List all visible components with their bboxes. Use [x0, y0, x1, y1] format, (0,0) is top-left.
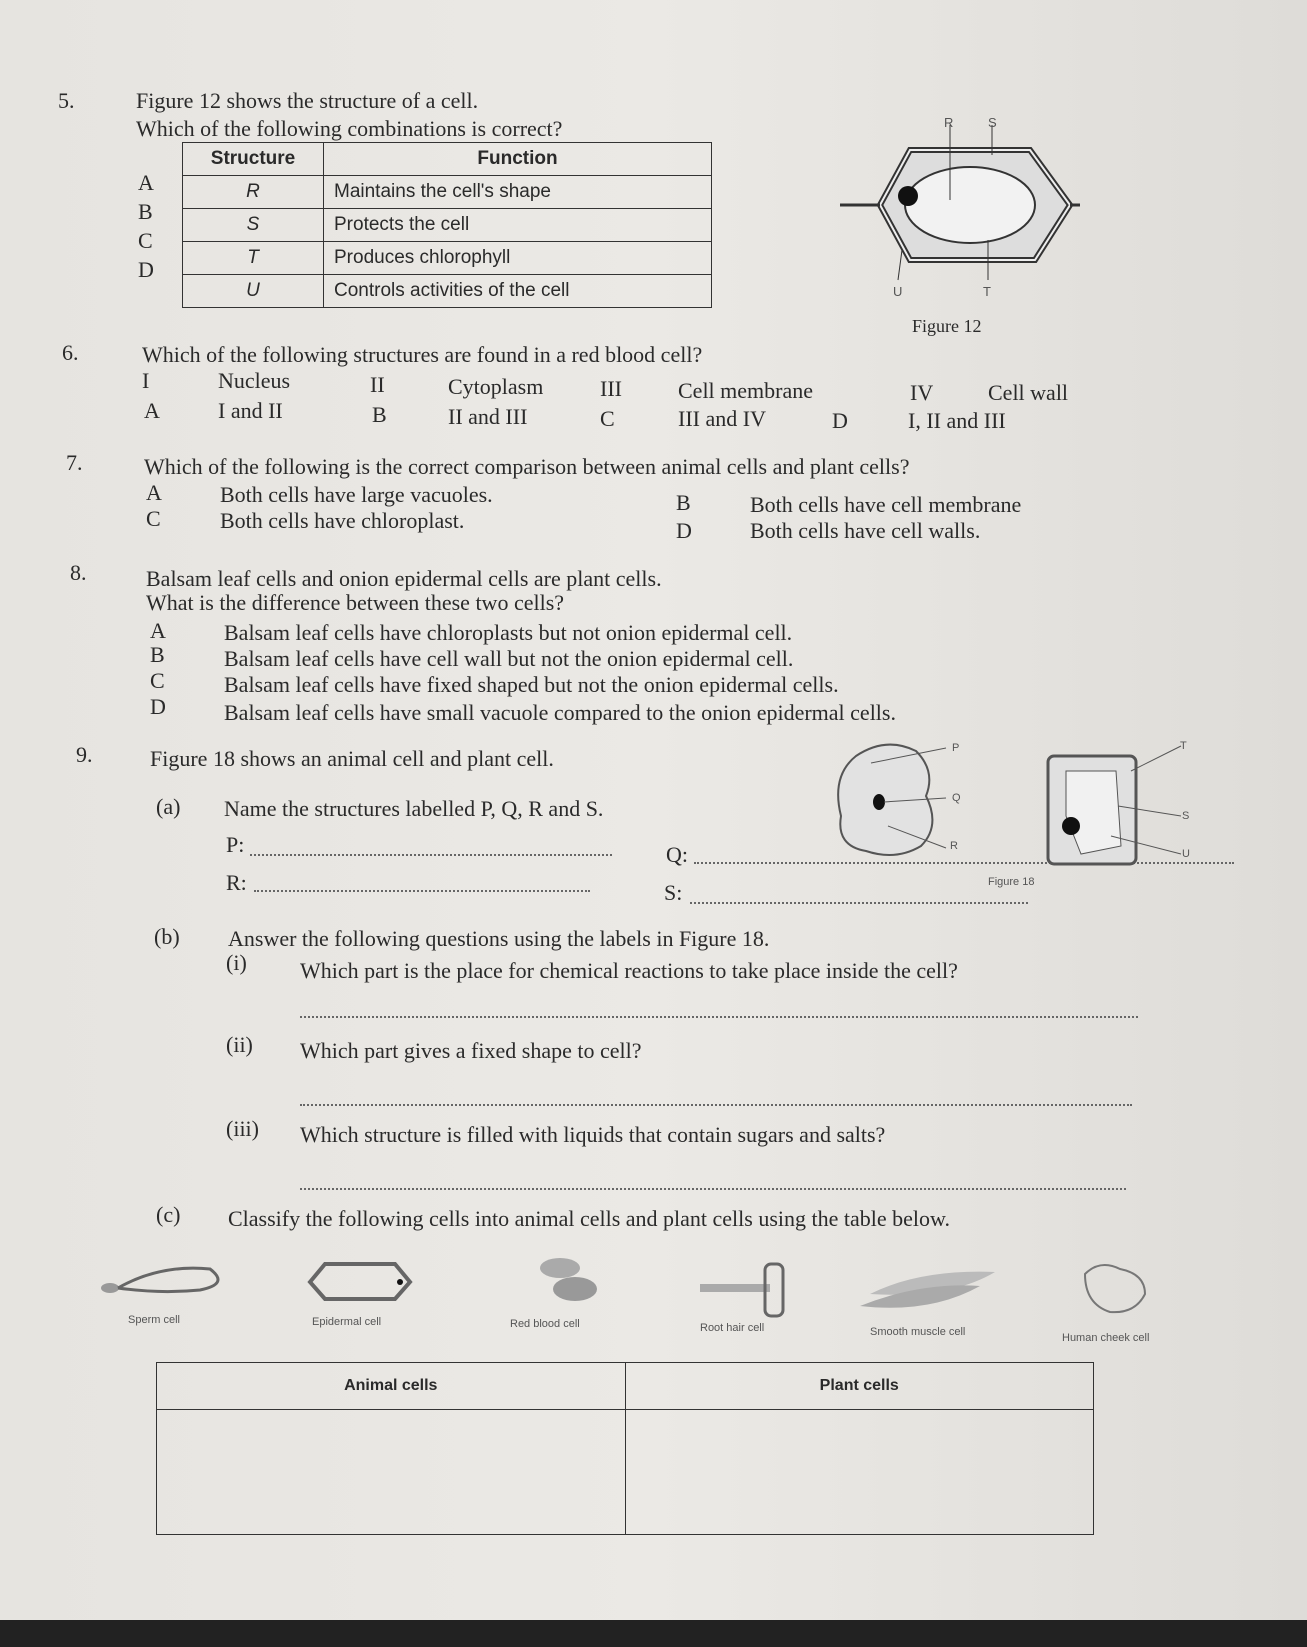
option-letter: B: [372, 402, 387, 427]
option-text: Balsam leaf cells have small vacuole compared to the onion epidermal cells.: [224, 700, 896, 725]
part-b-label: (b): [154, 924, 180, 949]
sub-i-label: (i): [226, 950, 247, 975]
answer-iii-input[interactable]: [300, 1188, 1126, 1190]
header-function: Function: [324, 143, 712, 176]
label-p: P: [952, 742, 960, 754]
cell: Produces chlorophyll: [324, 242, 712, 275]
red-blood-cell-drawing: [540, 1258, 597, 1301]
label-s: S: [988, 115, 997, 130]
option-letter: A: [150, 618, 166, 643]
q6-text: Which of the following structures are found in a red blood cell?: [142, 342, 703, 367]
option-a: A: [138, 170, 154, 195]
option-b: B: [138, 199, 153, 224]
sub-iii-text: Which structure is filled with liquids that contain sugars and salts?: [300, 1122, 886, 1147]
cell-name: Red blood cell: [510, 1318, 580, 1330]
blank-r-input[interactable]: [254, 890, 590, 892]
cell: Maintains the cell's shape: [324, 176, 712, 209]
blank-s-input[interactable]: [690, 902, 1028, 904]
option-text: Both cells have chloroplast.: [220, 508, 465, 533]
q5-options: [138, 168, 154, 284]
q5-number: 5.: [58, 88, 75, 113]
label-u: U: [1182, 848, 1190, 860]
header-structure: Structure: [183, 143, 324, 176]
table-row: [183, 242, 712, 275]
cell-name: Root hair cell: [700, 1322, 765, 1334]
item-num: I: [142, 368, 150, 393]
item-text: Nucleus: [218, 368, 291, 393]
part-a-text: Name the structures labelled P, Q, R and S.: [224, 796, 604, 821]
item-text: Cell wall: [988, 380, 1069, 405]
label-s: S: [1182, 810, 1190, 822]
q5-table: [182, 142, 712, 308]
figure-18-caption: Figure 18: [988, 876, 1035, 888]
part-a-label: (a): [156, 794, 181, 819]
q6-number: 6.: [62, 340, 79, 365]
option-text: I, II and III: [908, 408, 1006, 433]
label-r: R: [944, 115, 954, 130]
sub-i-text: Which part is the place for chemical reactions to take place inside the cell?: [300, 958, 958, 983]
cell: T: [183, 242, 324, 275]
cell: U: [183, 275, 324, 308]
option-letter: B: [676, 490, 691, 515]
sub-ii-label: (ii): [226, 1032, 253, 1057]
q7-text: Which of the following is the correct comparison between animal cells and plant cells?: [144, 454, 910, 479]
q9-number: 9.: [76, 742, 93, 767]
epidermal-cell-drawing: [310, 1264, 410, 1299]
option-text: I and II: [218, 398, 283, 423]
plant-cells-answer[interactable]: [625, 1410, 1094, 1535]
sub-iii-label: (iii): [226, 1116, 259, 1141]
sub-ii-text: Which part gives a fixed shape to cell?: [300, 1038, 642, 1063]
q8-question: What is the difference between these two cells?: [146, 590, 565, 615]
q8-text: Balsam leaf cells and onion epidermal cells are plant cells.: [146, 566, 662, 591]
cell-name: Human cheek cell: [1062, 1332, 1150, 1344]
option-text: Balsam leaf cells have fixed shaped but not the onion epidermal cells.: [224, 672, 839, 697]
option-letter: A: [146, 480, 162, 505]
option-text: III and IV: [678, 406, 766, 431]
cell-name: Sperm cell: [128, 1314, 180, 1326]
label-t: T: [1180, 740, 1187, 752]
sperm-cell-drawing: [101, 1268, 218, 1293]
header-animal-cells: Animal cells: [157, 1363, 626, 1410]
option-d: D: [138, 257, 154, 282]
photo-bottom-edge: [0, 1620, 1307, 1647]
q5-text: Figure 12 shows the structure of a cell.: [136, 88, 479, 113]
header-plant-cells: Plant cells: [625, 1363, 1094, 1410]
option-letter: D: [150, 694, 166, 719]
answer-ii-input[interactable]: [300, 1104, 1132, 1106]
smooth-muscle-cell-drawing: [860, 1272, 995, 1308]
label-q: Q: [952, 792, 961, 804]
blank-r-label: R:: [226, 870, 247, 895]
part-b-text: Answer the following questions using the labels in Figure 18.: [228, 926, 770, 951]
item-text: Cell membrane: [678, 378, 814, 403]
blank-q-label: Q:: [666, 842, 688, 867]
item-num: III: [600, 376, 622, 401]
table-row: [183, 209, 712, 242]
q9-text: Figure 18 shows an animal cell and plant cell.: [150, 746, 554, 771]
cell: Protects the cell: [324, 209, 712, 242]
cell: Controls activities of the cell: [324, 275, 712, 308]
q8-number: 8.: [70, 560, 87, 585]
q7-number: 7.: [66, 450, 83, 475]
part-c-text: Classify the following cells into animal cells and plant cells using the table below.: [228, 1206, 950, 1231]
option-letter: D: [676, 518, 692, 543]
option-letter: B: [150, 642, 165, 667]
label-u: U: [893, 284, 903, 299]
part-c-label: (c): [156, 1202, 181, 1227]
q5-question: Which of the following combinations is correct?: [136, 116, 563, 141]
answer-i-input[interactable]: [300, 1016, 1138, 1018]
figure-12-plant-cell: [840, 110, 1080, 310]
option-text: Balsam leaf cells have chloroplasts but not onion epidermal cell.: [224, 620, 793, 645]
table-row: [183, 275, 712, 308]
cell: S: [183, 209, 324, 242]
animal-cells-answer[interactable]: [157, 1410, 626, 1535]
classification-table: [156, 1362, 1094, 1535]
cell-name: Smooth muscle cell: [870, 1326, 966, 1338]
option-letter: D: [832, 408, 848, 433]
figure-12-caption: Figure 12: [912, 316, 982, 336]
option-text: Both cells have cell membrane: [750, 492, 1022, 517]
cell-name: Epidermal cell: [312, 1316, 382, 1328]
item-text: Cytoplasm: [448, 374, 544, 399]
option-c: C: [138, 228, 153, 253]
option-text: II and III: [448, 404, 528, 429]
blank-p-label: P:: [226, 832, 245, 857]
option-letter: C: [150, 668, 165, 693]
cheek-cell-drawing: [1085, 1265, 1145, 1312]
label-r: R: [950, 840, 958, 852]
option-text: Both cells have large vacuoles.: [220, 482, 493, 507]
cell-drawings: [100, 1254, 1200, 1324]
option-text: Both cells have cell walls.: [750, 518, 981, 543]
label-t: T: [983, 284, 991, 299]
option-letter: C: [600, 406, 615, 431]
option-text: Balsam leaf cells have cell wall but not the onion epidermal cell.: [224, 646, 794, 671]
blank-s-label: S:: [664, 880, 683, 905]
cell: R: [183, 176, 324, 209]
blank-p-input[interactable]: [250, 854, 612, 856]
option-letter: C: [146, 506, 161, 531]
table-row: [183, 176, 712, 209]
option-letter: A: [144, 398, 160, 423]
item-num: II: [370, 372, 385, 397]
item-num: IV: [910, 380, 934, 405]
root-hair-cell-drawing: [700, 1264, 783, 1316]
